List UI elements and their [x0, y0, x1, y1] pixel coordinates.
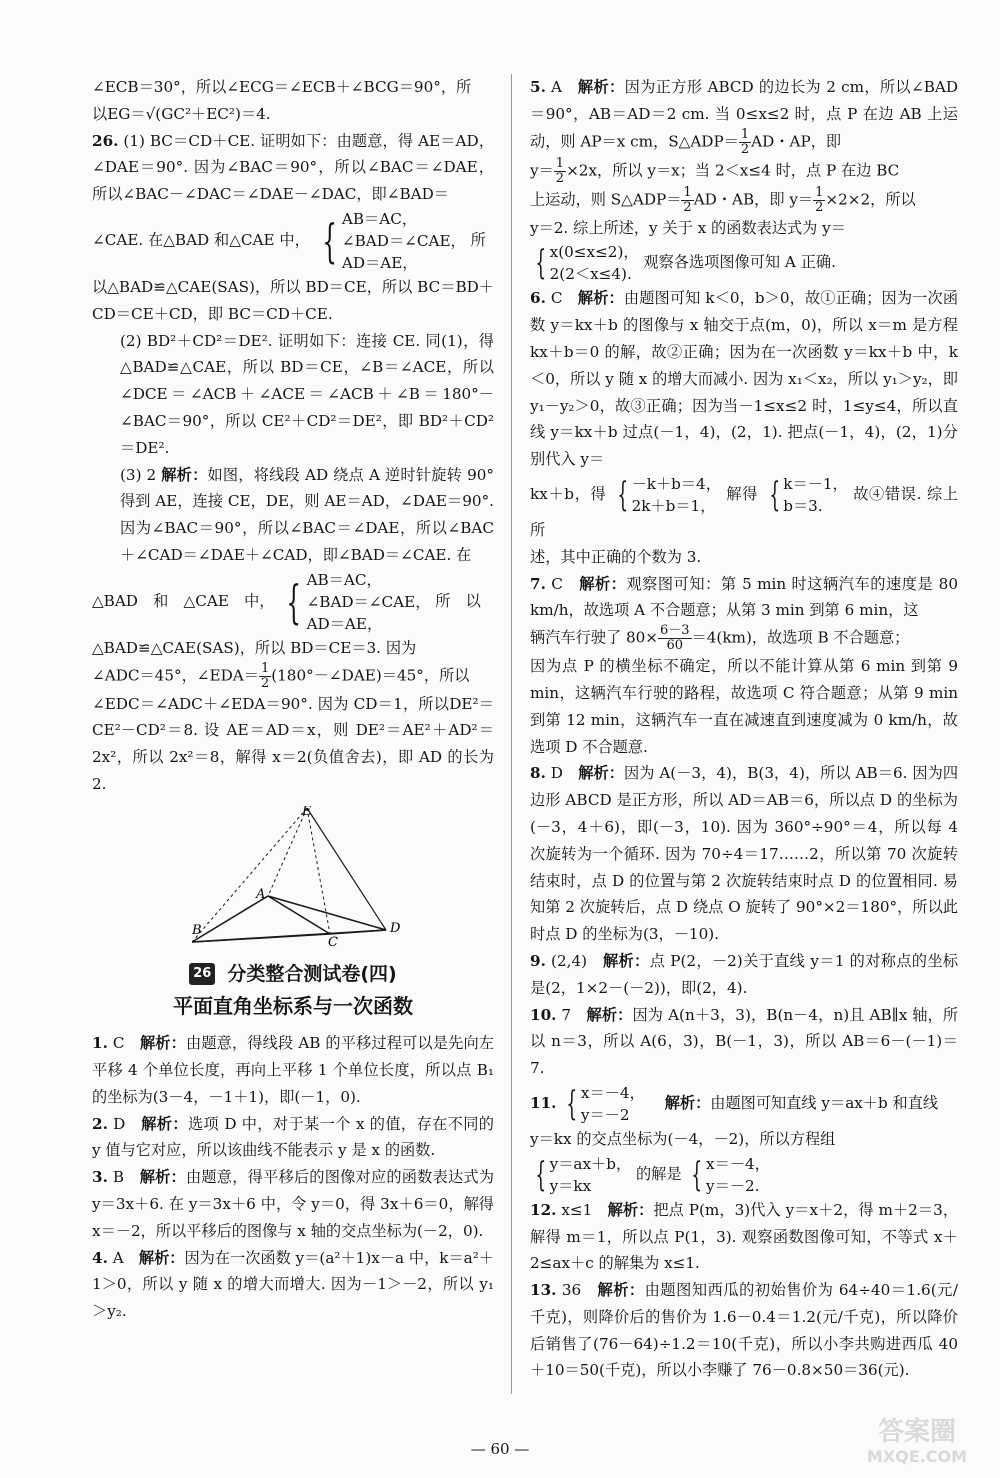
system-line: 2(2＜x≤4).: [549, 265, 632, 284]
answer-text: AD・AB，即 y＝: [693, 190, 814, 209]
analysis-label: 解析：: [141, 1114, 188, 1133]
system-line: ∠BAD＝∠CAE，: [306, 592, 431, 611]
equation-solution: [686, 1153, 769, 1197]
answer-item-5-system: [530, 241, 958, 285]
left-column: [92, 74, 494, 1325]
answer-item-5: [530, 74, 958, 157]
analysis-label: 解析：: [664, 1093, 711, 1112]
q26-number: 26.: [92, 131, 119, 150]
analysis-label: 解析：: [139, 1034, 186, 1053]
q26-part1-conclusion: 以△BAD≌△CAE(SAS)，所以 BD＝CE，所以 BC＝BD＋CD＝CE＋CD，即 BC＝CD＋CE.: [92, 277, 494, 323]
page-number: — 60 —: [470, 1440, 530, 1458]
answer-text: 的解是: [635, 1164, 682, 1183]
numerator: 1: [815, 184, 824, 200]
text-segment: ∠ADC＝45°，∠EDA＝: [92, 666, 259, 685]
system-line: y＝kx: [549, 1176, 592, 1195]
watermark-top: 答案圈: [877, 1417, 957, 1447]
section-title: 分类整合测试卷(四): [227, 962, 397, 985]
answer-choice: C: [551, 574, 563, 593]
answer-text: 选项 D 中，对于某一个 x 的值，存在不同的 y 值与它对应，所以该曲线不能表示 y 是 x 的函数.: [92, 1114, 494, 1160]
label-C: C: [328, 934, 338, 946]
answer-choice: B: [112, 1168, 125, 1187]
q26-system-tail: 所 以: [435, 591, 481, 610]
system-line: k＝－1，: [783, 474, 848, 493]
brace-icon: {: [286, 574, 302, 629]
answer-text: 因为 A(n＋3，3)，B(n－4，n)且 AB∥x 轴，所以 n＝3，所以 A(6，3)，B(－1，3)，所以 AB＝6－(－1)＝7.: [530, 1005, 959, 1078]
answer-item-10: [530, 1002, 958, 1082]
answer-text: ×2×2，所以: [825, 190, 916, 209]
answer-item-7-cont: [530, 624, 958, 653]
answer-item-11: [530, 1082, 958, 1126]
answer-item-5-cont: y＝2. 综上所述，y 关于 x 的函数表达式为 y＝: [530, 218, 846, 237]
answer-number: 1.: [92, 1034, 108, 1053]
answer-item-11-system: [530, 1153, 958, 1197]
numerator: 1: [740, 126, 750, 142]
answer-number: 8.: [530, 764, 546, 783]
analysis-label: 解析：: [607, 1200, 654, 1219]
system-line: AD＝AE，: [306, 614, 383, 633]
section-tag: 26: [189, 963, 215, 985]
q26-system-lead: △BAD 和 △CAE 中，: [92, 591, 275, 610]
answer-item-12: [530, 1197, 958, 1277]
q26-equation-system: [315, 208, 466, 274]
answer-text: ＝4(km)，故选项 B 不合题意；: [691, 628, 910, 647]
denominator: 2: [260, 675, 270, 691]
system-line: b＝3.: [783, 496, 823, 515]
system-line: y＝－2: [580, 1105, 630, 1124]
denominator: 2: [555, 170, 565, 186]
analysis-label: 解析：: [579, 574, 627, 593]
brace-icon: {: [769, 474, 780, 515]
system-line: ∠BAD＝∠CAE，: [341, 231, 466, 250]
answer-text: AD・AP，即: [751, 132, 842, 151]
section-heading: [92, 961, 494, 1021]
answer-text: 辆汽车行驶了 80×: [530, 628, 659, 647]
answer-text: 由题图知西瓜的初始售价为 64÷40＝1.6(元/千克)，则降价后的售价为 1.6－0.4＝1.2(元/千克)，所以降价后销售了(76－64)÷1.2＝10(千克)，所以小李共购进西瓜 40＋10＝50(千克)，所以小李赚了 76－0.8×50＝36(元).: [530, 1281, 959, 1380]
right-column: [530, 74, 958, 1384]
label-E: E: [302, 805, 312, 819]
column-divider: [511, 74, 512, 1394]
answer-text: 把点 P(m，3)代入 y＝x＋2，得 m＋2＝3，解得 m＝1，所以点 P(1，3). 观察函数图像可知，不等式 x＋2≤ax＋c 的解集为 x≤1.: [530, 1200, 959, 1273]
fraction: [813, 186, 825, 215]
intro-line-2: 以EG＝√(GC²＋EC²)＝4.: [92, 104, 271, 123]
answer-text: 解得: [726, 484, 759, 503]
analysis-label: 解析：: [602, 951, 650, 970]
q26-part2: (2) BD²＋CD²＝DE². 证明如下：连接 CE. 同(1)，得△BAD≌△CAE，所以 BD＝CE，∠B＝∠ACE，所以∠DCE＝∠ACB＋∠ACE＝∠ACB＋∠B＝180°－∠BAC＝90°，所以 CE²＋CD²＝DE²，即 BD²＋CD²＝DE².: [120, 331, 494, 457]
answer-number: 2.: [92, 1114, 108, 1133]
q26-part3-congruence: △BAD≌△CAE(SAS)，所以 BD＝CE＝3. 因为: [92, 638, 417, 657]
system-line: x＝－4，: [706, 1154, 770, 1173]
answer-item: [92, 1111, 494, 1165]
answer-text: y＝: [530, 161, 554, 180]
system-line: AD＝AE，: [341, 253, 418, 272]
answer-number: 3.: [92, 1168, 108, 1187]
answer-choice: D: [550, 764, 563, 783]
analysis-label: 解析：: [161, 465, 208, 484]
denominator: 2: [683, 199, 692, 215]
analysis-label: 解析：: [577, 289, 624, 308]
fraction: [739, 128, 751, 157]
equation-system: [612, 473, 721, 517]
answer-item-5-cont: [530, 157, 958, 186]
answer-item: [92, 1030, 494, 1110]
system-line: y＝ax＋b，: [549, 1154, 632, 1173]
analysis-label: 解析：: [597, 1281, 645, 1300]
fraction: [681, 186, 693, 215]
answer-choice: 36: [561, 1281, 582, 1300]
q26-part3-text: 如图，将线段 AD 绕点 A 逆时针旋转 90°得到 AE，连接 CE，DE，则 AE＝AD，∠DAE＝90°. 因为∠BAC＝90°，所以∠BAC＝∠DAE，所以∠BAC＋∠CAD＝∠DAE＋∠CAD，即∠BAD＝∠CAE. 在: [120, 465, 495, 564]
answer-choice: (2,4): [551, 951, 588, 970]
answer-choice: C: [112, 1034, 125, 1053]
answer-number: 9.: [530, 951, 546, 970]
answer-item-6: [530, 285, 958, 473]
answer-text: 因为在一次函数 y＝(a²＋1)x－a 中，k＝a²＋1＞0，所以 y 随 x 的增大而增大. 因为－1＞－2，所以 y₁＞y₂.: [92, 1248, 495, 1321]
brace-icon: {: [535, 1154, 547, 1195]
answer-item-7-end: 因为点 P 的横坐标不确定，所以不能计算从第 6 min 到第 9 min，这辆汽车行驶的路程，故选项 C 符合题意；从第 9 min 到第 12 min，这辆汽车一直在减速直到速度减为 0 km/h，故选项 D 不合题意.: [530, 657, 958, 756]
analysis-label: 解析：: [138, 1248, 185, 1267]
analysis-label: 解析：: [577, 78, 625, 96]
label-D: D: [390, 920, 401, 936]
piecewise-function: [530, 241, 639, 285]
answer-choice: A: [551, 78, 563, 96]
section-subtitle: 平面直角坐标系与一次函数: [173, 994, 413, 1019]
answer-choice: A: [112, 1248, 124, 1267]
answer-item-9: [530, 948, 958, 1002]
answer-item: [92, 1164, 494, 1244]
answer-text: ×2x，所以 y＝x；当 2＜x≤4 时，点 P 在边 BC: [566, 161, 900, 180]
answer-text: 因为正方形 ABCD 的边长为 2 cm，所以∠BAD＝90°，AB＝AD＝2 cm. 当 0≤x≤2 时，点 P 在边 AB 上运动，则 AP＝x cm，S△ADP＝: [530, 78, 959, 151]
answer-text: 观察各选项图像可知 A 正确.: [643, 253, 836, 272]
answer-number: 6.: [530, 289, 546, 308]
fraction: [259, 662, 271, 691]
answer-text: 观察图可知：第 5 min 时这辆汽车的速度是 80 km/h，故选项 A 不合题意；从第 3 min 到第 6 min，这: [530, 574, 959, 620]
denominator: 2: [815, 199, 824, 215]
system-line: 2k＋b＝1，: [631, 496, 716, 515]
answer-item-7: [530, 571, 958, 625]
answer-text: 由题意，得平移后的图像对应的函数表达式为 y＝3x＋6. 在 y＝3x＋6 中，令 y＝0，得 3x＋6＝0，解得 x＝－2，所以平移后的图像与 x 轴的交点坐标为(－2，0).: [92, 1168, 495, 1240]
answer-item-13: [530, 1277, 958, 1384]
brace-icon: {: [321, 213, 337, 268]
brace-icon: {: [535, 243, 547, 284]
fraction: [554, 157, 566, 186]
brace-icon: {: [691, 1154, 703, 1195]
answer-item-8: [530, 760, 958, 948]
answer-text: 由题图可知直线 y＝ax＋b 和直线: [710, 1093, 939, 1112]
answer-number: 11.: [530, 1093, 557, 1112]
q26-part1-text: (1) BC＝CD＋CE. 证明如下：由题意，得 AE＝AD，∠DAE＝90°. 因为∠BAC＝90°，所以∠BAC＝∠DAE，所以∠BAC－∠DAC＝∠DAE－∠DAC，即∠BAD＝: [92, 131, 495, 204]
numerator: 6－3: [660, 623, 690, 639]
q26-system-tail: 所: [470, 230, 486, 249]
denominator: 60: [666, 638, 684, 654]
numerator: 1: [260, 660, 270, 676]
answer-number: 10.: [530, 1005, 557, 1024]
answer-text: 故④错误. 综上所: [530, 484, 959, 539]
answer-text: 因为 A(－3，4)，B(3，4)，所以 AB＝6. 因为四边形 ABCD 是正方形，所以 AD＝AB＝6，所以点 D 的坐标为(－3，4＋6)，即(－3，10). 因为 360°÷90°＝4，所以每 4 次旋转为一个循环. 因为 70÷4＝17……2，所以第 70 次旋转结束时，点 D 的位置与第 2 次旋转结束时点 D 的位置相同. 易知第 2 次旋转后，点 D 绕点 O 旋转了 90°×2＝180°，所以此时点 D 的坐标为(3，－10).: [530, 764, 959, 944]
system-line: －k＋b＝4，: [631, 474, 721, 493]
answer-item-11-cont: y＝kx 的交点坐标为(－4，－2)，所以方程组: [530, 1129, 836, 1148]
label-A: A: [256, 886, 266, 902]
numerator: 1: [683, 184, 692, 200]
answer-text: kx＋b，得: [530, 484, 607, 503]
answer-choice: 7: [561, 1005, 572, 1024]
q26-part3: [92, 462, 494, 569]
analysis-label: 解析：: [586, 1005, 633, 1024]
system-line: AB＝AC，: [341, 209, 418, 228]
equation-system: [530, 1153, 631, 1197]
geometry-figure: [192, 806, 494, 955]
text-segment: (180°－∠DAE)＝45°，所以: [271, 666, 470, 685]
answer-choice: C: [550, 289, 563, 308]
q26-part3-system: [92, 569, 494, 635]
q26-equation-system-2: [279, 569, 430, 635]
answer-text: 由题意，得线段 AB 的平移过程可以是先向左平移 4 个单位长度，再向上平移 1 个单位长度，所以点 B₁ 的坐标为(3－4，－1＋1)，即(－1，0).: [92, 1034, 495, 1106]
q26-part3-end: ∠EDC＝∠ADC＋∠EDA＝90°. 因为 CD＝1，所以DE²＝CE²－CD²＝8. 设 AE＝AD＝x，则 DE²＝AE²＋AD²＝2x²，所以 2x²＝8，解得 x＝2(负值舍去)，即 AD 的长为 2.: [92, 694, 494, 793]
system-line: x＝－4，: [580, 1083, 645, 1102]
answer-number: 5.: [530, 78, 546, 96]
answer-item-6-system: [530, 473, 958, 544]
answer-number: 12.: [530, 1200, 557, 1219]
answer-item-5-cont: [530, 186, 958, 215]
answer-text: 上运动，则 S△ADP＝: [530, 190, 682, 209]
analysis-label: 解析：: [578, 764, 624, 783]
q26-part3-answer: (3) 2: [120, 465, 157, 484]
answer-item: [92, 1245, 494, 1325]
brace-icon: {: [617, 474, 629, 515]
answer-item-6-end: 述，其中正确的个数为 3.: [530, 547, 702, 566]
answer-number: 7.: [530, 574, 546, 593]
watermark-logo: [842, 1408, 992, 1468]
system-line: AB＝AC，: [306, 570, 382, 589]
answer-number: 4.: [92, 1248, 108, 1267]
numerator: 1: [555, 155, 565, 171]
brace-icon: {: [566, 1083, 578, 1124]
watermark-bottom: MXQE.COM: [866, 1447, 968, 1466]
answer-text: 点 P(2，－2)关于直线 y＝1 的对称点的坐标是(2，1×2－(－2))，即(2，4).: [530, 951, 959, 997]
answer-number: 13.: [530, 1281, 557, 1300]
answer-choice: D: [113, 1114, 126, 1133]
answer-system: [561, 1082, 644, 1126]
answer-text: 由题图可知 k＜0，b＞0，故①正确；因为一次函数 y＝kx＋b 的图像与 x 轴交于点(m，0)，所以 x＝m 是方程 kx＋b＝0 的解，故②正确；因为在一次函数 y＝kx＋b 中，k＜0，所以 y 随 x 的增大而减小. 因为 x₁＜x₂，所以 y₁＞y₂，即 y₁－y₂＞0，故③正确；因为当－1≤x≤2 时，1≤y≤4，所以直线 y＝kx＋b 过点(－1，4)，(2，1). 把点(－1，4)，(2，1)分别代入 y＝: [530, 289, 959, 469]
label-B: B: [192, 922, 202, 938]
triangle-diagram: [192, 806, 412, 946]
fraction: [658, 624, 692, 653]
answer-choice: x≤1: [561, 1200, 593, 1219]
system-line: x(0≤x≤2)，: [549, 243, 639, 262]
denominator: 2: [740, 141, 750, 157]
q26-part1-system: [92, 208, 494, 274]
equation-solution: [764, 473, 848, 517]
analysis-label: 解析：: [139, 1168, 186, 1187]
intro-line-1: ∠ECB＝30°，所以∠ECG＝∠ECB＋∠BCG＝90°，所: [92, 78, 472, 96]
q26-part1: [92, 128, 494, 208]
q26-system-lead: ∠CAE. 在△BAD 和△CAE 中，: [92, 230, 310, 249]
system-line: y＝－2.: [706, 1176, 760, 1195]
q26-part3-angle: [92, 662, 494, 691]
